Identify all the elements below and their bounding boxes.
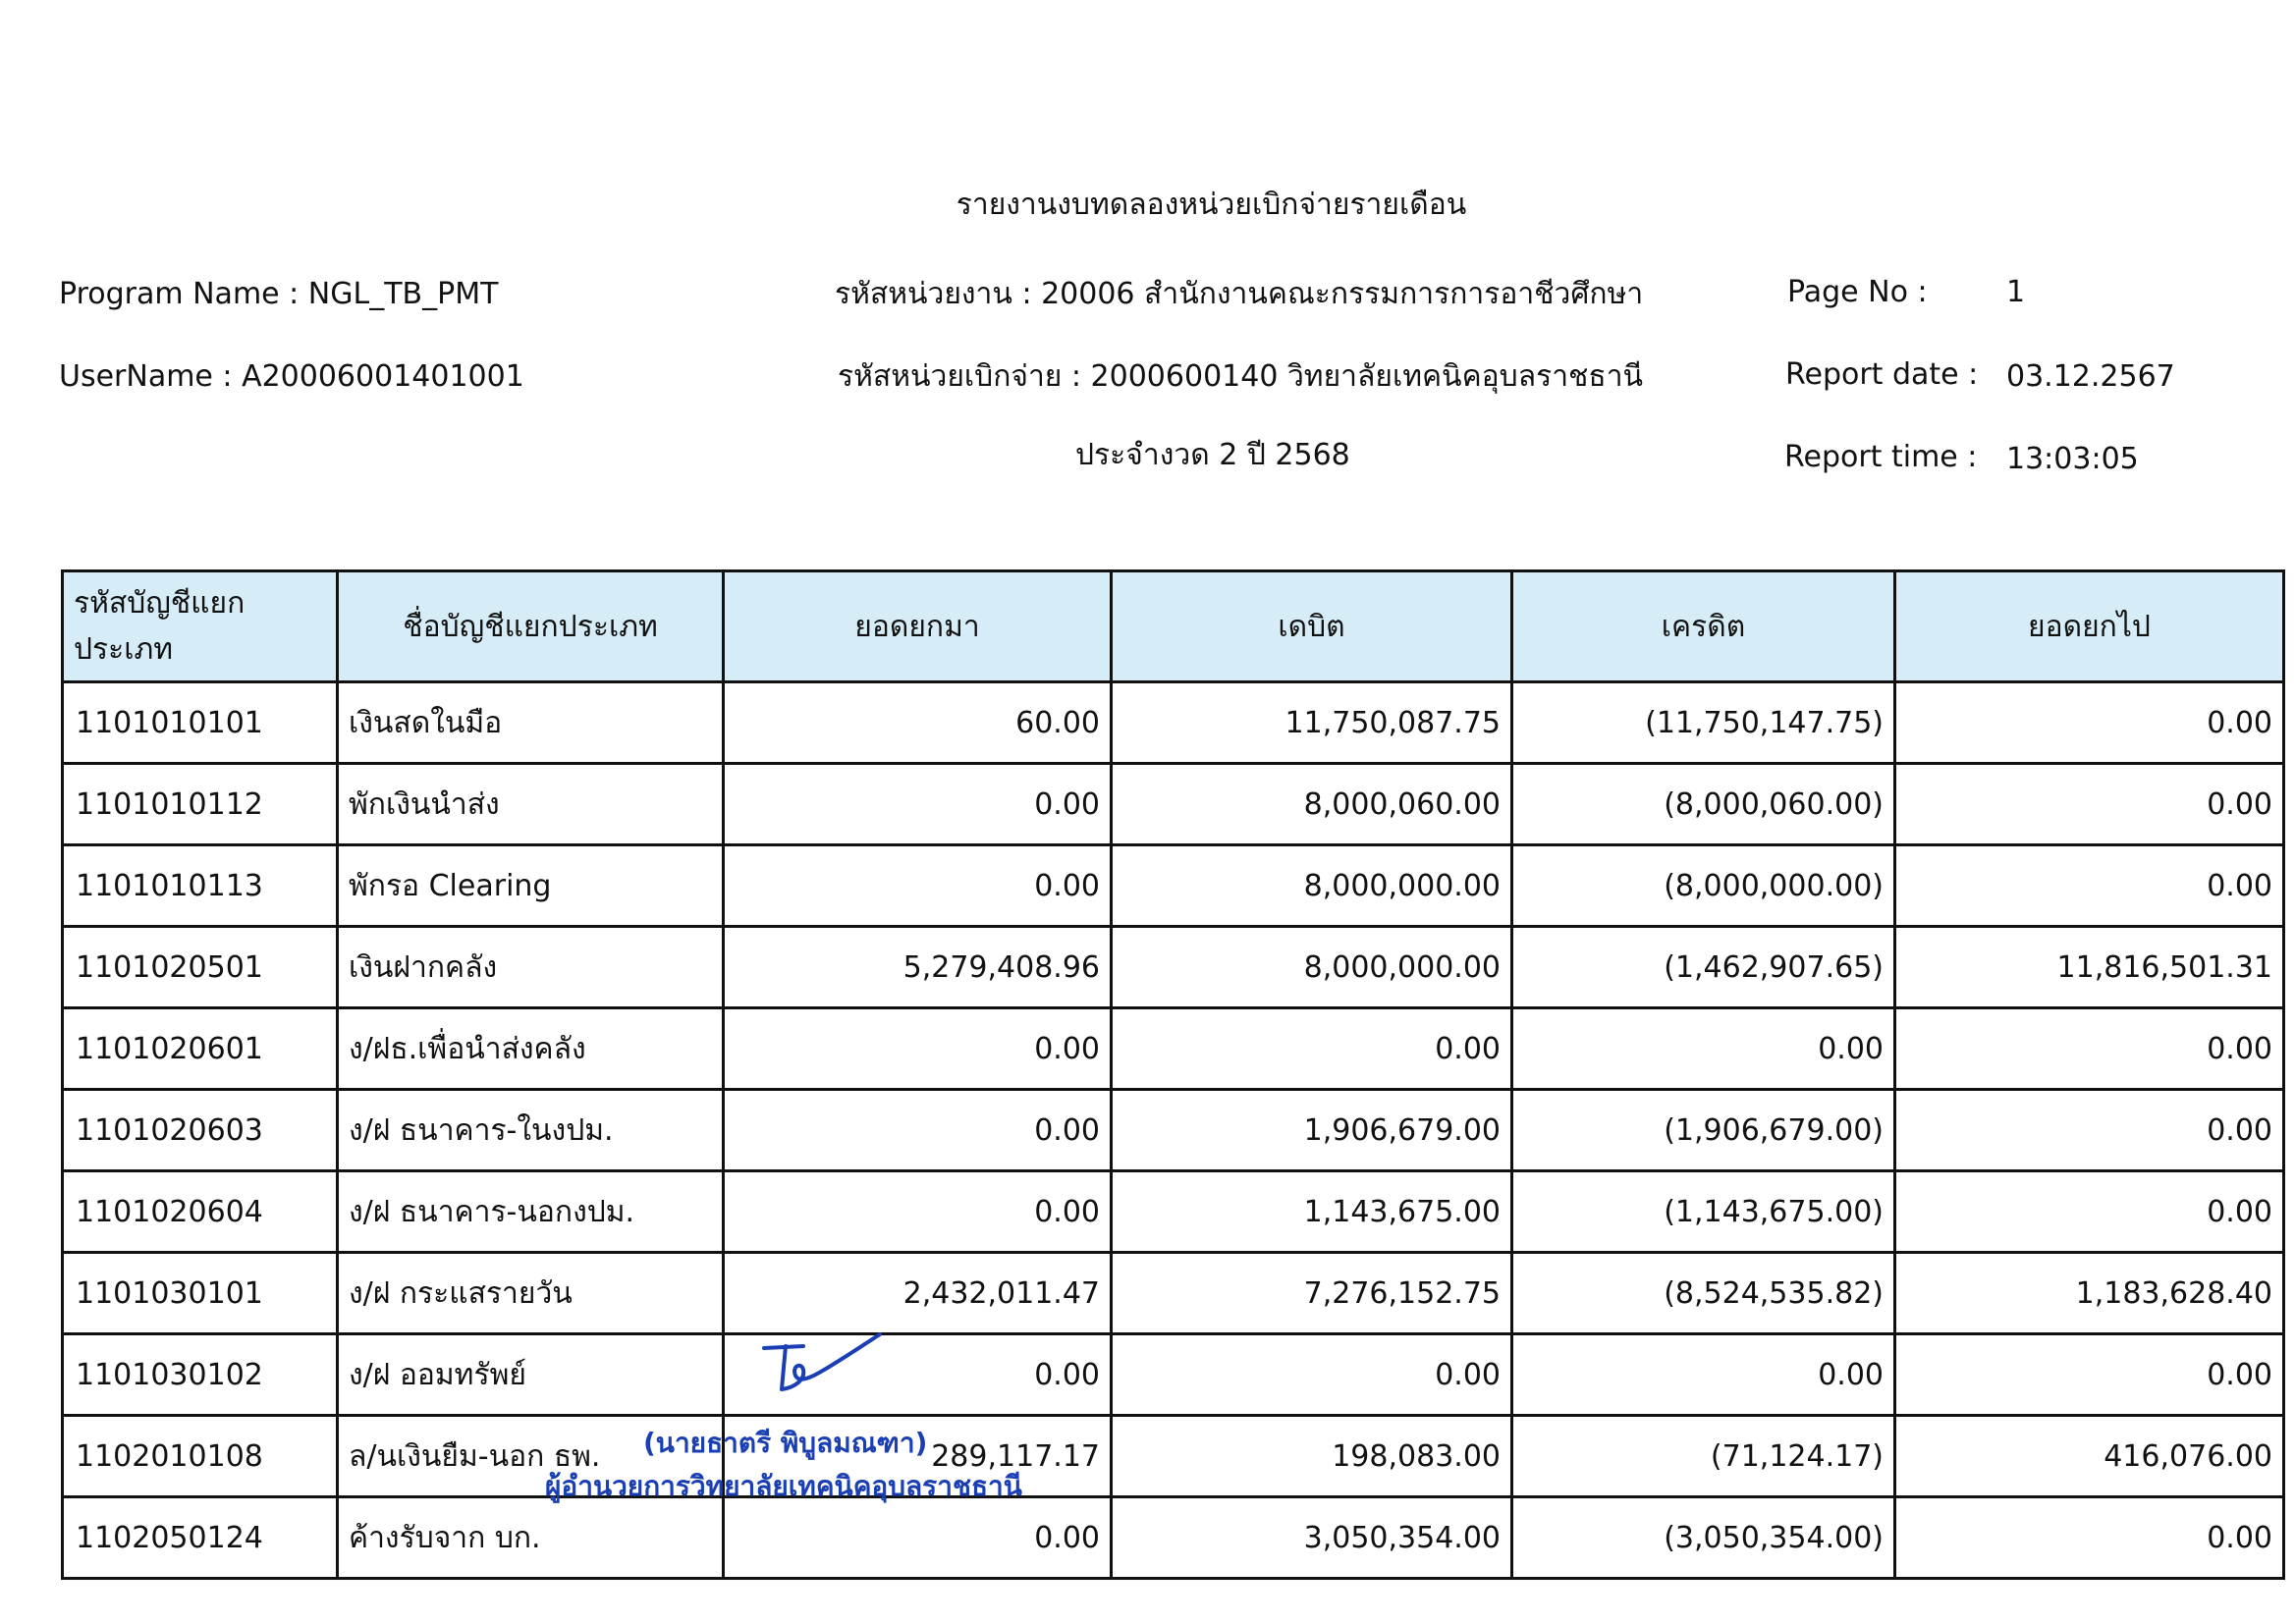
signatory-name: (นายธาตรี พิบูลมณฑา)	[643, 1427, 928, 1459]
carried-forward: 1,183,628.40	[1895, 1253, 2284, 1334]
header-credit: เครดิต	[1512, 571, 1895, 682]
account-code: 1101020501	[63, 927, 338, 1008]
debit: 8,000,000.00	[1112, 927, 1512, 1008]
carried-forward: 0.00	[1895, 1008, 2284, 1090]
credit: 0.00	[1512, 1334, 1895, 1416]
debit: 11,750,087.75	[1112, 682, 1512, 764]
brought-forward: 0.00	[724, 764, 1112, 845]
account-name: ง/ฝ กระแสรายวัน	[338, 1253, 724, 1334]
account-code: 1101010113	[63, 845, 338, 927]
account-name: ค้างรับจาก บก.	[338, 1497, 724, 1579]
page-no: 1	[2006, 275, 2026, 309]
account-name: ง/ฝธ.เพื่อนำส่งคลัง	[338, 1008, 724, 1090]
table-header-row	[63, 571, 2284, 682]
debit: 3,050,354.00	[1112, 1497, 1512, 1579]
account-code: 1101030102	[63, 1334, 338, 1416]
account-name: พักเงินนำส่ง	[338, 764, 724, 845]
program-name: Program Name : NGL_TB_PMT	[59, 277, 499, 311]
credit: (1,906,679.00)	[1512, 1090, 1895, 1171]
username: UserName : A20006001401001	[59, 359, 524, 394]
account-code: 1101010112	[63, 764, 338, 845]
account-code: 1101020604	[63, 1171, 338, 1253]
credit: (3,050,354.00)	[1512, 1497, 1895, 1579]
table-row	[63, 845, 2284, 927]
carried-forward: 0.00	[1895, 764, 2284, 845]
signatory-position: ผู้อำนวยการวิทยาลัยเทคนิคอุบลราชธานี	[545, 1470, 1022, 1502]
brought-forward: 0.00	[724, 1497, 1112, 1579]
carried-forward: 0.00	[1895, 682, 2284, 764]
credit: (1,143,675.00)	[1512, 1171, 1895, 1253]
report-time: 13:03:05	[2006, 442, 2139, 476]
carried-forward: 416,076.00	[1895, 1416, 2284, 1497]
debit: 0.00	[1112, 1334, 1512, 1416]
account-code: 1101020601	[63, 1008, 338, 1090]
debit: 8,000,000.00	[1112, 845, 1512, 927]
disburse-line: รหัสหน่วยเบิกจ่าย : 2000600140 วิทยาลัยเทคนิคอุบลราชธานี	[838, 359, 1644, 394]
carried-forward: 11,816,501.31	[1895, 927, 2284, 1008]
account-code: 1102010108	[63, 1416, 338, 1497]
debit: 1,143,675.00	[1112, 1171, 1512, 1253]
brought-forward: 0.00	[724, 845, 1112, 927]
header-carried-forward: ยอดยกไป	[1895, 571, 2284, 682]
credit: (8,000,000.00)	[1512, 845, 1895, 927]
page-no-label: Page No :	[1787, 275, 1928, 309]
debit: 7,276,152.75	[1112, 1253, 1512, 1334]
credit: (71,124.17)	[1512, 1416, 1895, 1497]
account-code: 1102050124	[63, 1497, 338, 1579]
carried-forward: 0.00	[1895, 845, 2284, 927]
carried-forward: 0.00	[1895, 1090, 2284, 1171]
debit: 1,906,679.00	[1112, 1090, 1512, 1171]
brought-forward: 289,117.17	[724, 1416, 1112, 1497]
header-debit: เดบิต	[1112, 571, 1512, 682]
carried-forward: 0.00	[1895, 1497, 2284, 1579]
credit: (11,750,147.75)	[1512, 682, 1895, 764]
debit: 0.00	[1112, 1008, 1512, 1090]
brought-forward: 2,432,011.47	[724, 1253, 1112, 1334]
account-name: ล/นเงินยืม-นอก ธพ.	[338, 1416, 724, 1497]
debit: 198,083.00	[1112, 1416, 1512, 1497]
account-name: ง/ฝ ออมทรัพย์	[338, 1334, 724, 1416]
brought-forward: 0.00	[724, 1090, 1112, 1171]
header-brought-forward: ยอดยกมา	[724, 571, 1112, 682]
report-time-label: Report time :	[1784, 440, 1978, 474]
table-row	[63, 682, 2284, 764]
credit: (8,524,535.82)	[1512, 1253, 1895, 1334]
trial-balance-table	[61, 569, 2285, 1580]
report-title: รายงานงบทดลองหน่วยเบิกจ่ายรายเดือน	[956, 188, 1467, 222]
brought-forward: 60.00	[724, 682, 1112, 764]
table-row	[63, 1334, 2284, 1416]
brought-forward: 0.00	[724, 1171, 1112, 1253]
table-row	[63, 1008, 2284, 1090]
account-name: ง/ฝ ธนาคาร-ในงปม.	[338, 1090, 724, 1171]
table-row	[63, 764, 2284, 845]
table-row	[63, 1090, 2284, 1171]
account-name: เงินฝากคลัง	[338, 927, 724, 1008]
agency-line: รหัสหน่วยงาน : 20006 สำนักงานคณะกรรมการการอาชีวศึกษา	[835, 277, 1644, 311]
credit: 0.00	[1512, 1008, 1895, 1090]
debit: 8,000,060.00	[1112, 764, 1512, 845]
account-name: ง/ฝ ธนาคาร-นอกงปม.	[338, 1171, 724, 1253]
table-row	[63, 1253, 2284, 1334]
report-date-label: Report date :	[1785, 357, 1979, 392]
brought-forward: 0.00	[724, 1008, 1112, 1090]
account-name: เงินสดในมือ	[338, 682, 724, 764]
handwritten-signature	[756, 1330, 884, 1399]
table-row	[63, 1497, 2284, 1579]
account-code: 1101030101	[63, 1253, 338, 1334]
table-row	[63, 927, 2284, 1008]
account-code: 1101010101	[63, 682, 338, 764]
brought-forward: 0.00	[724, 1334, 1112, 1416]
header-account-name: ชื่อบัญชีแยกประเภท	[338, 571, 724, 682]
carried-forward: 0.00	[1895, 1334, 2284, 1416]
account-name: พักรอ Clearing	[338, 845, 724, 927]
carried-forward: 0.00	[1895, 1171, 2284, 1253]
brought-forward: 5,279,408.96	[724, 927, 1112, 1008]
credit: (8,000,060.00)	[1512, 764, 1895, 845]
period-line: ประจำงวด 2 ปี 2568	[1075, 438, 1350, 472]
report-date: 03.12.2567	[2006, 359, 2175, 394]
header-account-code: รหัสบัญชีแยกประเภท	[63, 571, 338, 682]
table-row	[63, 1171, 2284, 1253]
credit: (1,462,907.65)	[1512, 927, 1895, 1008]
account-code: 1101020603	[63, 1090, 338, 1171]
table-row	[63, 1416, 2284, 1497]
